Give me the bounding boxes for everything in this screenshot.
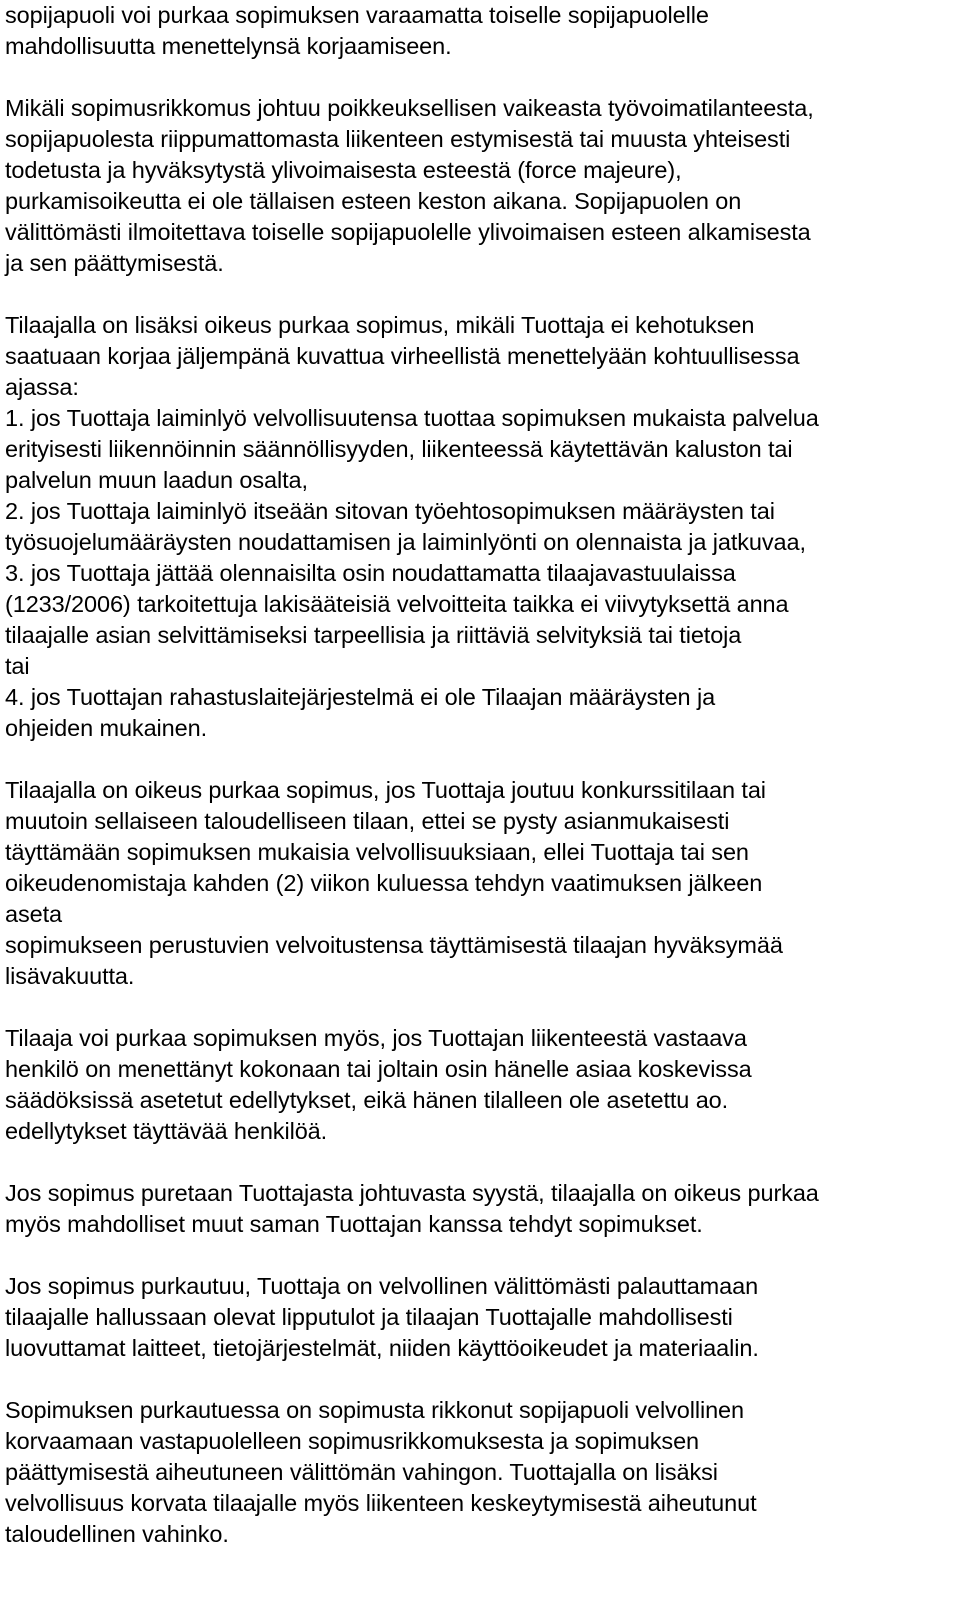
text-line: velvollisuus korvata tilaajalle myös liikenteen keskeytymisestä aiheutunut [5, 1490, 757, 1516]
paragraph-spacer [5, 744, 955, 775]
paragraph-6 [5, 1178, 955, 1240]
text-line: sopijapuolesta riippumattomasta liikenteen estymisestä tai muusta yhteisesti [5, 126, 791, 152]
text-line: purkamisoikeutta ei ole tällaisen esteen keston aikana. Sopijapuolen on [5, 188, 742, 214]
text-line: todetusta ja hyväksytystä ylivoimaisesta esteestä (force majeure), [5, 157, 682, 183]
text-line: luovuttamat laitteet, tietojärjestelmät, niiden käyttöoikeudet ja materiaalin. [5, 1335, 759, 1361]
text-line: edellytykset täyttävää henkilöä. [5, 1118, 328, 1144]
text-line: muutoin sellaiseen taloudelliseen tilaan, ettei se pysty asianmukaisesti [5, 808, 730, 834]
text-line: Tilaajalla on lisäksi oikeus purkaa sopimus, mikäli Tuottaja ei kehotuksen [5, 312, 755, 338]
text-line: myös mahdolliset muut saman Tuottajan kanssa tehdyt sopimukset. [5, 1211, 703, 1237]
paragraph-7 [5, 1271, 955, 1364]
list-item-line: 3. jos Tuottaja jättää olennaisilta osin noudattamatta tilaajavastuulaissa [5, 560, 736, 586]
list-item-line: erityisesti liikennöinnin säännöllisyyden, liikenteessä käytettävän kaluston tai [5, 436, 793, 462]
paragraph-spacer [5, 1147, 955, 1178]
paragraph-spacer [5, 1240, 955, 1271]
paragraph-4 [5, 775, 955, 992]
text-line: säädöksissä asetetut edellytykset, eikä hänen tilalleen ole asetettu ao. [5, 1087, 729, 1113]
list-item-line: tilaajalle asian selvittämiseksi tarpeellisia ja riittäviä selvityksiä tai tietoja [5, 622, 742, 648]
paragraph-1 [5, 0, 955, 62]
paragraph-spacer [5, 279, 955, 310]
paragraph-5 [5, 1023, 955, 1147]
list-item-line: 1. jos Tuottaja laiminlyö velvollisuutensa tuottaa sopimuksen mukaista palvelua [5, 405, 819, 431]
text-line: sopimukseen perustuvien velvoitustensa täyttämisestä tilaajan hyväksymää [5, 932, 783, 958]
paragraph-spacer [5, 62, 955, 93]
text-line: Tilaaja voi purkaa sopimuksen myös, jos Tuottajan liikenteestä vastaava [5, 1025, 747, 1051]
list-item-line: palvelun muun laadun osalta, [5, 467, 308, 493]
paragraph-spacer [5, 1364, 955, 1395]
paragraph-3 [5, 310, 955, 744]
list-item-line: ohjeiden mukainen. [5, 715, 208, 741]
text-line: Tilaajalla on oikeus purkaa sopimus, jos Tuottaja joutuu konkurssitilaan tai [5, 777, 766, 803]
text-line: ja sen päättymisestä. [5, 250, 224, 276]
paragraph-8 [5, 1395, 955, 1550]
text-line: Sopimuksen purkautuessa on sopimusta rikkonut sopijapuoli velvollinen [5, 1397, 744, 1423]
text-line: välittömästi ilmoitettava toiselle sopijapuolelle ylivoimaisen esteen alkamisesta [5, 219, 811, 245]
text-line: mahdollisuutta menettelynsä korjaamiseen. [5, 33, 452, 59]
text-line: taloudellinen vahinko. [5, 1521, 229, 1547]
text-line: saatuaan korjaa jäljempänä kuvattua virheellistä menettelyään kohtuullisessa [5, 343, 800, 369]
list-item-line: työsuojelumääräysten noudattamisen ja laiminlyönti on olennaista ja jatkuvaa, [5, 529, 806, 555]
text-line: aseta [5, 901, 62, 927]
text-line: päättymisestä aiheutuneen välittömän vahingon. Tuottajalla on lisäksi [5, 1459, 718, 1485]
text-line: Jos sopimus purkautuu, Tuottaja on velvollinen välittömästi palauttamaan [5, 1273, 759, 1299]
text-line: sopijapuoli voi purkaa sopimuksen varaamatta toiselle sopijapuolelle [5, 2, 709, 28]
text-line: lisävakuutta. [5, 963, 135, 989]
text-line: henkilö on menettänyt kokonaan tai joltain osin hänelle asiaa koskevissa [5, 1056, 752, 1082]
list-item-line: tai [5, 653, 30, 679]
text-line: oikeudenomistaja kahden (2) viikon kuluessa tehdyn vaatimuksen jälkeen [5, 870, 763, 896]
paragraph-2 [5, 93, 955, 279]
text-line: tilaajalle hallussaan olevat lipputulot ja tilaajan Tuottajalle mahdollisesti [5, 1304, 733, 1330]
text-line: Mikäli sopimusrikkomus johtuu poikkeuksellisen vaikeasta työvoimatilanteesta, [5, 95, 814, 121]
list-item-line: 4. jos Tuottajan rahastuslaitejärjestelmä ei ole Tilaajan määräysten ja [5, 684, 716, 710]
document-page [5, 0, 955, 1550]
list-item-line: (1233/2006) tarkoitettuja lakisääteisiä velvoitteita taikka ei viivytyksettä anna [5, 591, 789, 617]
list-item-line: 2. jos Tuottaja laiminlyö itseään sitovan työehtosopimuksen määräysten tai [5, 498, 775, 524]
text-line: Jos sopimus puretaan Tuottajasta johtuvasta syystä, tilaajalla on oikeus purkaa [5, 1180, 819, 1206]
text-line: ajassa: [5, 374, 79, 400]
text-line: korvaamaan vastapuolelleen sopimusrikkomuksesta ja sopimuksen [5, 1428, 700, 1454]
paragraph-spacer [5, 992, 955, 1023]
text-line: täyttämään sopimuksen mukaisia velvollisuuksiaan, ellei Tuottaja tai sen [5, 839, 749, 865]
